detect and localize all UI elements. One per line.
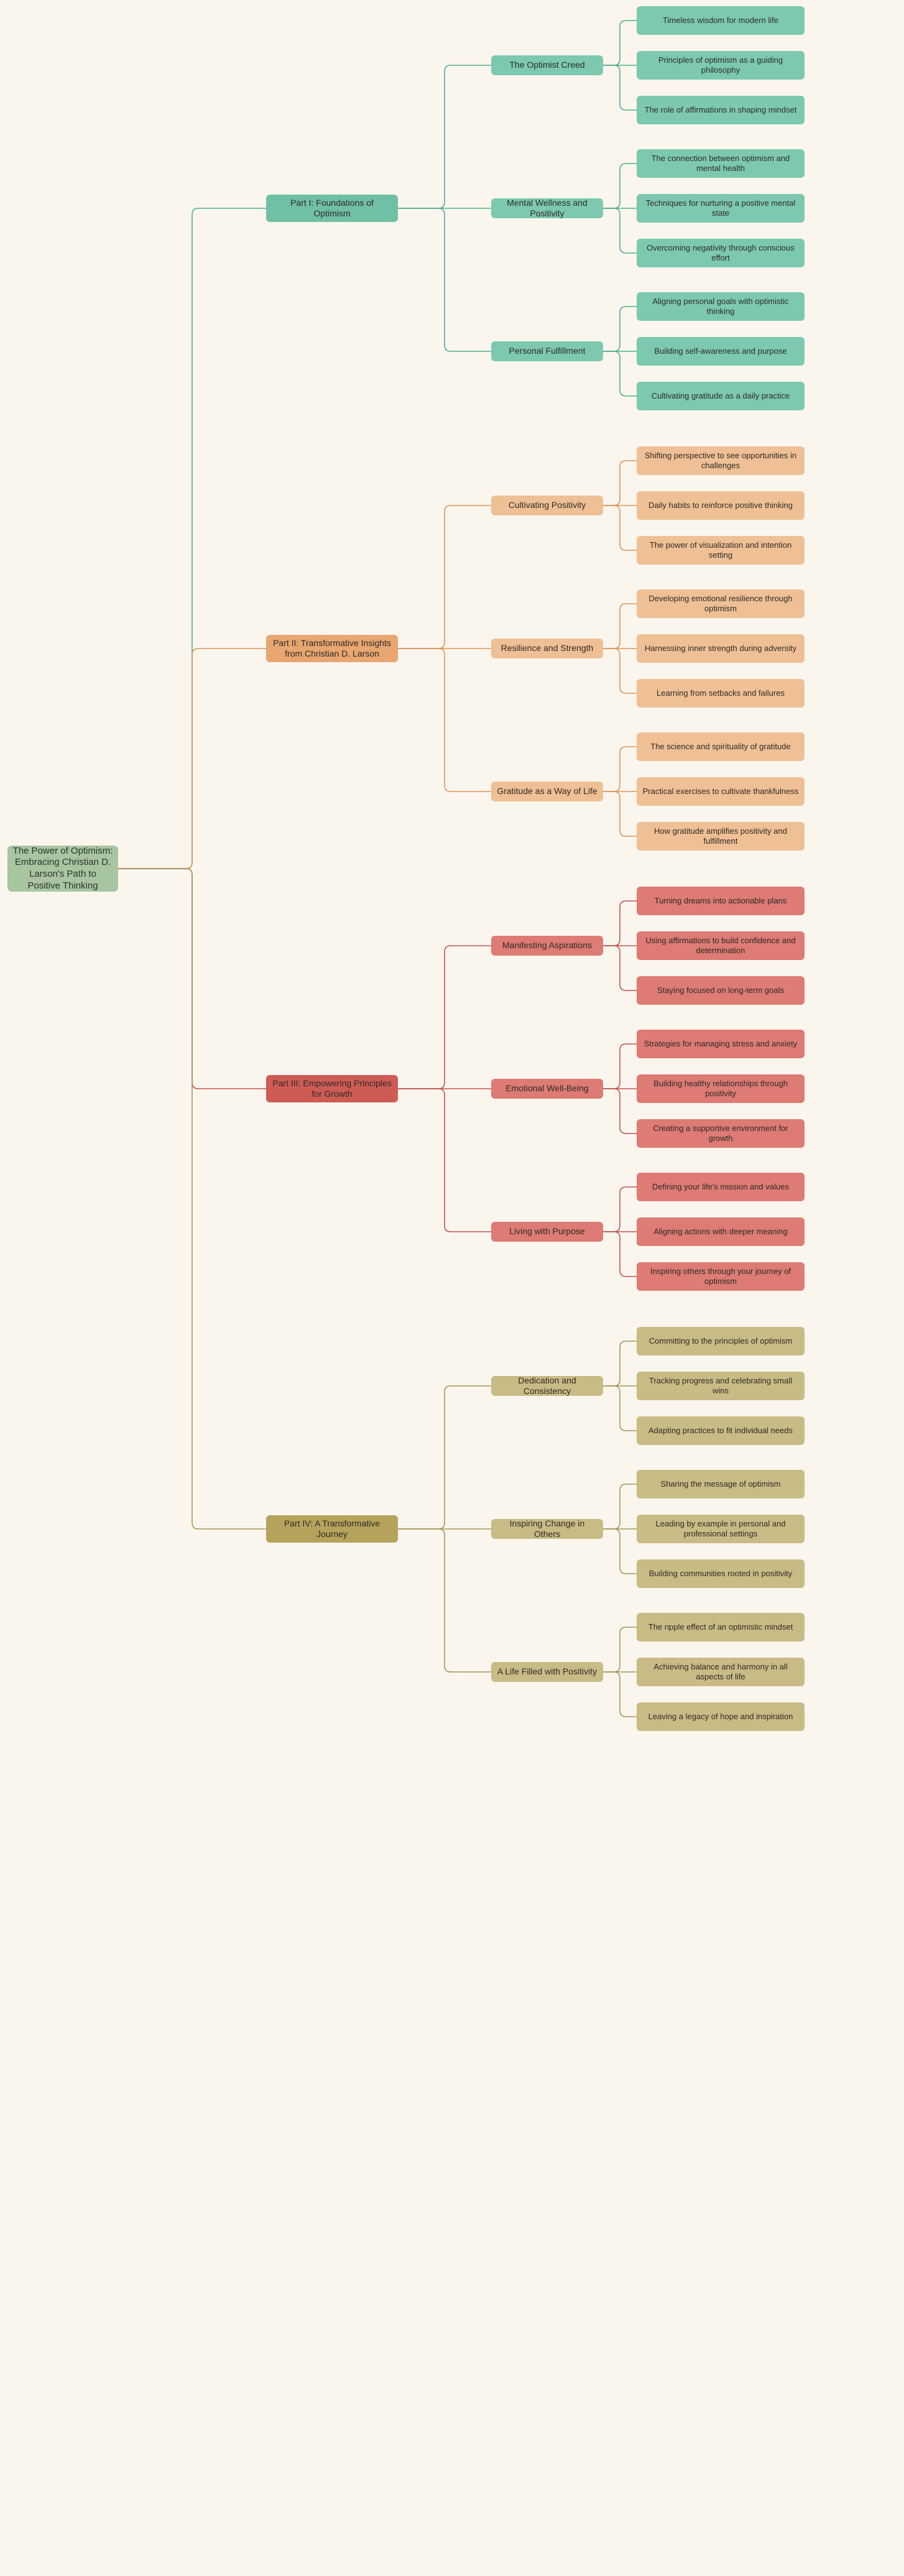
mindmap-leaf-label: Achieving balance and harmony in all aspects of life — [653, 1661, 788, 1681]
mindmap-branch-label: Part III: Empowering Principles for Growth — [272, 1078, 392, 1099]
mindmap-leaf-label: Shifting perspective to see opportunities in challenges — [644, 450, 797, 470]
mindmap-subtopic[interactable] — [491, 639, 603, 658]
mindmap-leaf-label: Developing emotional resilience through optimism — [648, 593, 793, 613]
mindmap-branch-label: Part II: Transformative Insights from Christian D. Larson — [273, 637, 391, 658]
mindmap-leaf-label: Harnessing inner strength during adversity — [644, 643, 797, 653]
mindmap-leaf-label: Leading by example in personal and professional settings — [655, 1518, 786, 1538]
mindmap-leaf-label: Strategies for managing stress and anxiety — [643, 1038, 798, 1048]
mindmap-leaf-label: Tracking progress and celebrating small wins — [648, 1375, 792, 1395]
mindmap-branch-label: Part IV: A Transformative Journey — [284, 1518, 381, 1539]
mindmap-leaf[interactable] — [637, 382, 805, 410]
mindmap-leaf-label: The power of visualization and intention setting — [649, 540, 792, 560]
mindmap-subtopic[interactable] — [491, 936, 603, 956]
mindmap-leaf[interactable] — [637, 634, 805, 663]
mindmap-leaf-label: Cultivating gratitude as a daily practice — [651, 390, 790, 400]
mindmap-leaf-label: Overcoming negativity through conscious effort — [647, 242, 795, 262]
mindmap-leaf-label: Daily habits to reinforce positive thinking — [648, 500, 793, 510]
mindmap-leaf[interactable] — [637, 1119, 805, 1148]
mindmap-subtopic-label: Dedication and Consistency — [518, 1375, 576, 1396]
mindmap-branch[interactable] — [266, 195, 398, 222]
mindmap-leaf[interactable] — [637, 1470, 805, 1498]
mindmap-leaf-label: Using affirmations to build confidence and determination — [645, 935, 796, 955]
mindmap-leaf-label: Techniques for nurturing a positive mental state — [645, 198, 796, 218]
mindmap-leaf[interactable] — [637, 1074, 805, 1103]
mindmap-subtopic[interactable] — [491, 55, 603, 75]
mindmap-leaf[interactable] — [637, 491, 805, 520]
mindmap-leaf[interactable] — [637, 536, 805, 565]
mindmap-subtopic[interactable] — [491, 1222, 603, 1242]
mindmap-leaf[interactable] — [637, 1173, 805, 1201]
mindmap-leaf[interactable] — [637, 1559, 805, 1588]
mindmap-leaf[interactable] — [637, 1030, 805, 1058]
mindmap-leaf-label: Learning from setbacks and failures — [657, 688, 785, 698]
mindmap-root-label: The Power of Optimism: Embracing Christian D. Larson's Path to Positive Thinking — [12, 845, 113, 891]
mindmap-leaf[interactable] — [637, 337, 805, 366]
mindmap-leaf-label: The ripple effect of an optimistic mindset — [648, 1622, 793, 1632]
mindmap-subtopic-label: Gratitude as a Way of Life — [497, 786, 597, 796]
mindmap-leaf-label: The science and spirituality of gratitude — [650, 741, 791, 751]
mindmap-leaf[interactable] — [637, 149, 805, 178]
mindmap-leaf[interactable] — [637, 1372, 805, 1400]
mindmap-leaf-label: Defining your life's mission and values — [652, 1181, 789, 1191]
mindmap-leaf[interactable] — [637, 1702, 805, 1731]
mindmap-leaf[interactable] — [637, 1262, 805, 1291]
mindmap-leaf[interactable] — [637, 446, 805, 475]
mindmap-leaf[interactable] — [637, 732, 805, 761]
mindmap-leaf-label: The connection between optimism and mental health — [651, 153, 790, 173]
mindmap-leaf-label: How gratitude amplifies positivity and fulfillment — [654, 826, 787, 846]
mindmap-leaf-label: Aligning personal goals with optimistic thinking — [652, 296, 789, 316]
mindmap-leaf-label: Turning dreams into actionable plans — [654, 895, 787, 905]
mindmap-subtopic-label: Resilience and Strength — [500, 643, 594, 653]
mindmap-leaf-label: Inspiring others through your journey of optimism — [650, 1266, 791, 1286]
mindmap-subtopic-label: The Optimist Creed — [509, 60, 585, 70]
mindmap-subtopic[interactable] — [491, 1662, 603, 1682]
mindmap-branch-label: Part I: Foundations of Optimism — [290, 197, 374, 218]
mindmap-branch[interactable] — [266, 635, 398, 662]
mindmap-leaf[interactable] — [637, 51, 805, 80]
mindmap-leaf-label: Staying focused on long-term goals — [657, 985, 784, 995]
mindmap-subtopic[interactable] — [491, 782, 603, 801]
mindmap-leaf[interactable] — [637, 96, 805, 124]
mindmap-leaf[interactable] — [637, 976, 805, 1005]
mindmap-subtopic-label: Mental Wellness and Positivity — [507, 197, 588, 218]
mindmap-leaf-label: Building communities rooted in positivity — [648, 1568, 793, 1578]
mindmap-leaf[interactable] — [637, 6, 805, 35]
mindmap-subtopic-label: Cultivating Positivity — [508, 500, 586, 510]
mindmap-leaf[interactable] — [637, 931, 805, 960]
mindmap-leaf-label: Building healthy relationships through positivity — [653, 1078, 788, 1098]
mindmap-subtopic[interactable] — [491, 341, 603, 361]
mindmap-leaf[interactable] — [637, 1416, 805, 1445]
mindmap-leaf[interactable] — [637, 679, 805, 708]
mindmap-leaf[interactable] — [637, 1327, 805, 1355]
mindmap-leaf-label: Practical exercises to cultivate thankfulness — [642, 786, 799, 796]
mindmap-leaf-label: Adapting practices to fit individual needs — [648, 1425, 793, 1435]
mindmap-leaf[interactable] — [637, 777, 805, 806]
mindmap-leaf-label: Committing to the principles of optimism — [648, 1336, 793, 1346]
mindmap-subtopic-label: Inspiring Change in Others — [509, 1518, 585, 1539]
mindmap-subtopic-label: A Life Filled with Positivity — [497, 1666, 597, 1677]
mindmap-subtopic[interactable] — [491, 1376, 603, 1396]
mindmap-leaf-label: Principles of optimism as a guiding philosophy — [658, 55, 783, 75]
mindmap-leaf[interactable] — [637, 1658, 805, 1686]
mindmap-branch[interactable] — [266, 1075, 398, 1102]
mindmap-subtopic-label: Living with Purpose — [509, 1226, 585, 1237]
mindmap-leaf[interactable] — [637, 1613, 805, 1641]
mindmap-subtopic[interactable] — [491, 1519, 603, 1539]
mindmap-subtopic-label: Personal Fulfillment — [509, 346, 586, 356]
mindmap-root[interactable] — [7, 846, 118, 892]
mindmap-leaf[interactable] — [637, 292, 805, 321]
mindmap-leaf-label: Leaving a legacy of hope and inspiration — [648, 1711, 793, 1721]
mindmap-branch[interactable] — [266, 1515, 398, 1543]
mindmap-leaf-label: The role of affirmations in shaping mindset — [644, 104, 797, 114]
mindmap-leaf[interactable] — [637, 1217, 805, 1246]
mindmap-leaf[interactable] — [637, 194, 805, 223]
mindmap-subtopic[interactable] — [491, 496, 603, 515]
mindmap-subtopic-label: Manifesting Aspirations — [502, 940, 592, 951]
mindmap-leaf[interactable] — [637, 589, 805, 618]
mindmap-subtopic[interactable] — [491, 198, 603, 218]
mindmap-leaf-label: Building self-awareness and purpose — [654, 346, 787, 356]
mindmap-leaf[interactable] — [637, 239, 805, 267]
mindmap-leaf[interactable] — [637, 887, 805, 915]
mindmap-leaf-label: Creating a supportive environment for growth — [653, 1123, 788, 1143]
mindmap-leaf-label: Timeless wisdom for modern life — [663, 15, 778, 25]
mindmap-leaf[interactable] — [637, 1515, 805, 1543]
mindmap-subtopic[interactable] — [491, 1079, 603, 1099]
mindmap-subtopic-label: Emotional Well-Being — [505, 1083, 589, 1094]
mindmap-leaf[interactable] — [637, 822, 805, 851]
mindmap-leaf-label: Aligning actions with deeper meaning — [653, 1226, 788, 1236]
mindmap-leaf-label: Sharing the message of optimism — [660, 1479, 781, 1489]
